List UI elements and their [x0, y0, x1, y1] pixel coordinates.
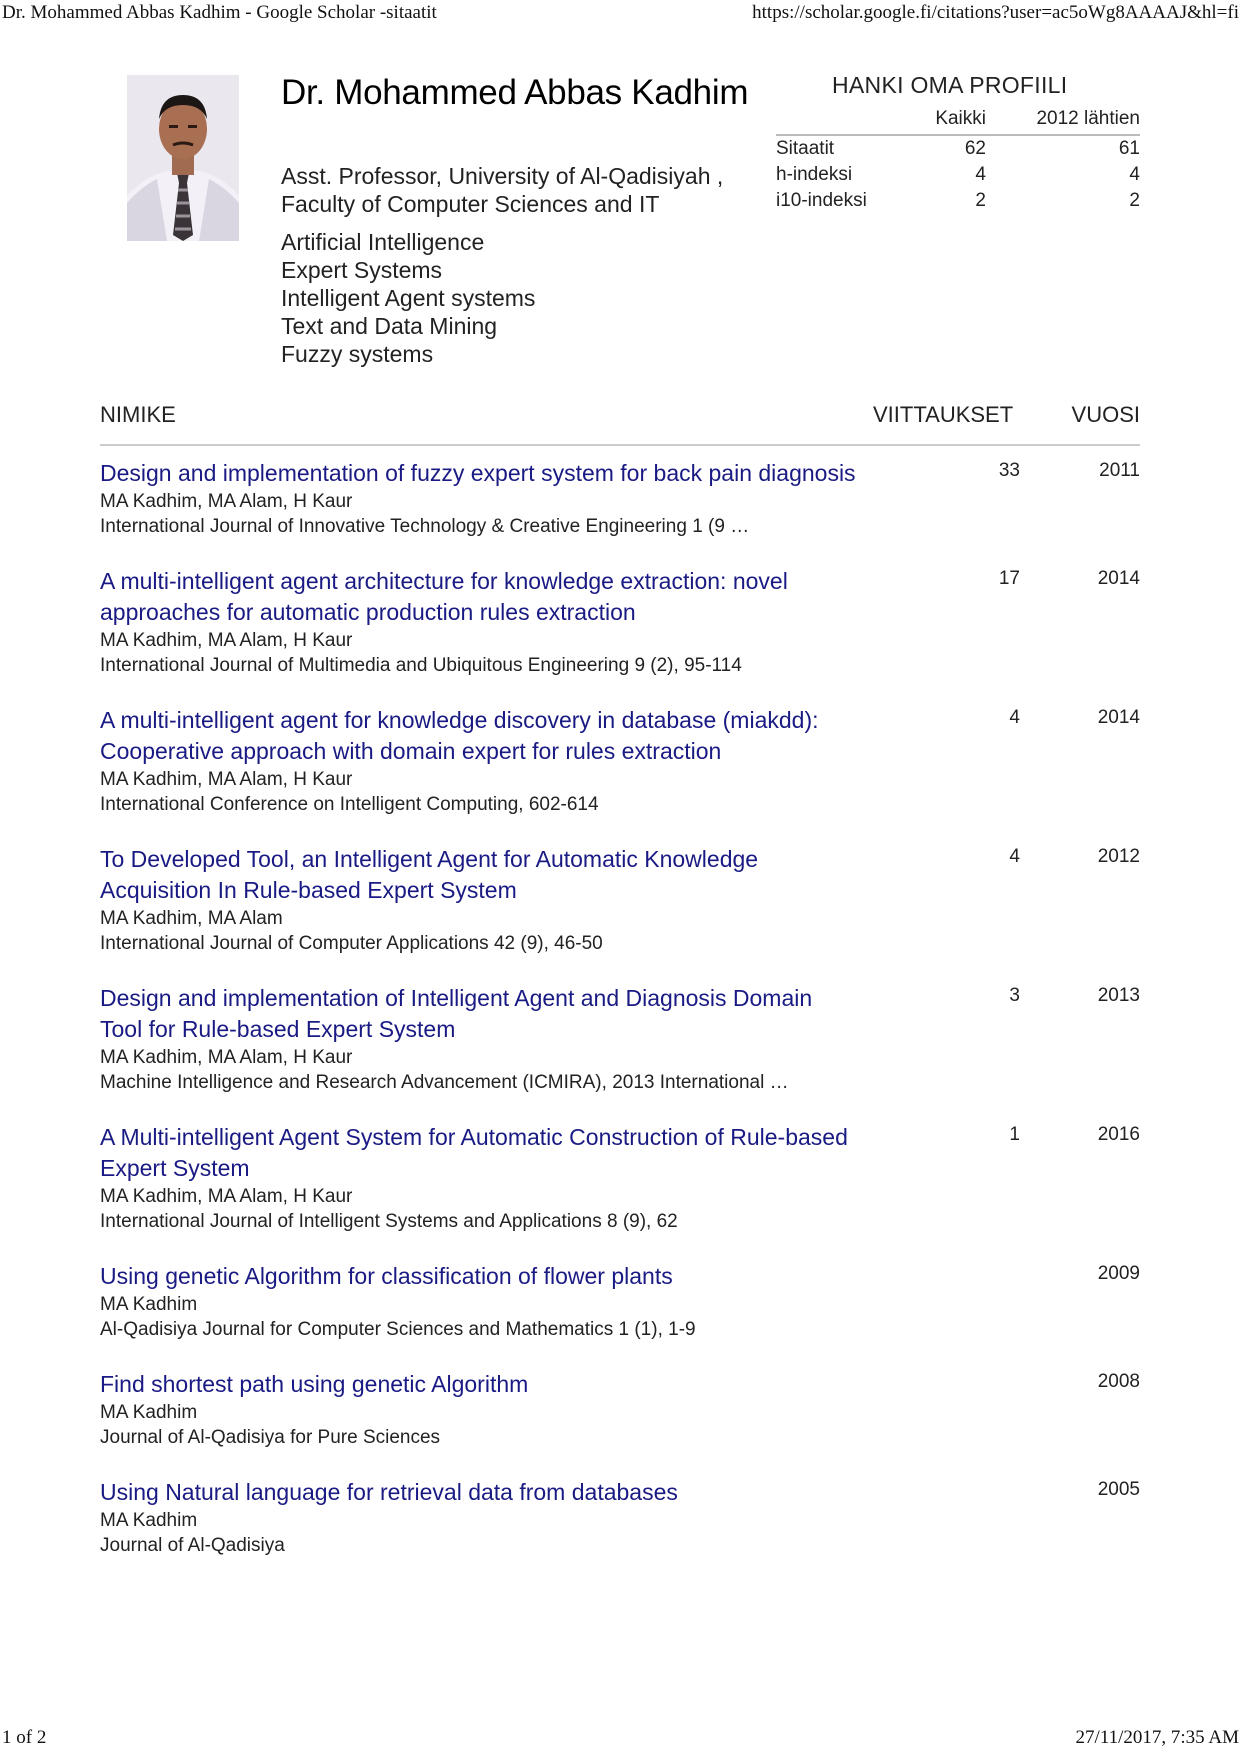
publication-authors: MA Kadhim, MA Alam, H Kaur: [100, 491, 353, 512]
citation-metrics-table: [776, 104, 1140, 214]
publication-title-link[interactable]: Using Natural language for retrieval data from databases: [100, 1479, 678, 1505]
profile-affiliation: Asst. Professor, University of Al-Qadisiyah , Faculty of Computer Sciences and IT: [281, 163, 724, 217]
publication-title-link[interactable]: To Developed Tool, an Intelligent Agent for Automatic Knowledge Acquisition In Rule-based Expert System: [100, 846, 759, 903]
publication-row: [100, 1369, 1140, 1450]
get-own-profile-button[interactable]: HANKI OMA PROFIILI: [832, 72, 1068, 98]
publication-venue: Journal of Al-Qadisiya for Pure Sciences: [100, 1427, 441, 1448]
interest-link[interactable]: Expert Systems: [281, 257, 443, 283]
interest-link[interactable]: Text and Data Mining: [281, 313, 498, 339]
publication-title-link[interactable]: Design and implementation of fuzzy expert system for back pain diagnosis: [100, 460, 856, 486]
publication-row: [100, 1261, 1140, 1342]
publication-row: [100, 1122, 1140, 1234]
publication-row: [100, 458, 1140, 539]
publication-title-link[interactable]: Using genetic Algorithm for classification of flower plants: [100, 1263, 673, 1289]
print-page-count: 1 of 2: [2, 1727, 47, 1748]
publication-venue: International Journal of Computer Applications 42 (9), 46-50: [100, 933, 603, 954]
metrics-label: Sitaatit: [776, 138, 835, 159]
interest-link[interactable]: Artificial Intelligence: [281, 229, 485, 255]
publication-venue: International Conference on Intelligent Computing, 602-614: [100, 794, 599, 815]
publication-title-link[interactable]: Find shortest path using genetic Algorithm: [100, 1371, 529, 1397]
publication-title-link[interactable]: A Multi-intelligent Agent System for Automatic Construction of Rule-based Expert System: [100, 1124, 848, 1181]
publication-row: [100, 566, 1140, 678]
metrics-row-i10-index: [776, 188, 1140, 214]
publication-row: [100, 705, 1140, 817]
publication-row: [100, 1477, 1140, 1558]
metrics-header: [776, 104, 1140, 136]
publication-venue: Al-Qadisiya Journal for Computer Sciences and Mathematics 1 (1), 1-9: [100, 1319, 696, 1340]
publication-year: 2013: [1097, 985, 1140, 1006]
metrics-value-all: 2: [975, 190, 986, 211]
publications-list: [100, 458, 1140, 1585]
publication-title-link[interactable]: A multi-intelligent agent architecture for knowledge extraction: novel approaches for automatic production rules extraction: [100, 568, 788, 625]
publication-title-link[interactable]: Design and implementation of Intelligent Agent and Diagnosis Domain Tool for Rule-based Expert System: [100, 985, 813, 1042]
metrics-value-since: 61: [1118, 138, 1140, 159]
publication-venue: Machine Intelligence and Research Advancement (ICMIRA), 2013 International …: [100, 1072, 789, 1093]
publication-year: 2012: [1097, 846, 1140, 867]
publication-authors: MA Kadhim, MA Alam: [100, 908, 283, 929]
profile-name: Dr. Mohammed Abbas Kadhim: [281, 73, 749, 112]
metrics-value-all: 4: [975, 164, 986, 185]
publication-authors: MA Kadhim, MA Alam, H Kaur: [100, 1047, 353, 1068]
publication-venue: International Journal of Intelligent Systems and Applications 8 (9), 62: [100, 1211, 678, 1232]
metrics-label: h-indeksi: [776, 164, 853, 185]
publication-year: 2005: [1097, 1479, 1140, 1500]
research-interests: [281, 228, 535, 368]
metrics-label: i10-indeksi: [776, 190, 867, 211]
publication-authors: MA Kadhim, MA Alam, H Kaur: [100, 1186, 353, 1207]
publication-authors: MA Kadhim: [100, 1294, 198, 1315]
metrics-row-h-index: [776, 162, 1140, 188]
print-page-title: Dr. Mohammed Abbas Kadhim - Google Scholar -sitaatit: [2, 2, 437, 23]
publication-authors: MA Kadhim, MA Alam, H Kaur: [100, 769, 353, 790]
sort-by-title[interactable]: NIMIKE: [100, 402, 176, 427]
publication-authors: MA Kadhim, MA Alam, H Kaur: [100, 630, 353, 651]
publication-year: 2008: [1097, 1371, 1140, 1392]
publication-venue: Journal of Al-Qadisiya: [100, 1535, 285, 1556]
metrics-value-all: 62: [964, 138, 986, 159]
publication-citation-count[interactable]: 4: [1009, 846, 1020, 867]
publication-citation-count[interactable]: 1: [1009, 1124, 1020, 1145]
publication-row: [100, 844, 1140, 956]
sort-by-year[interactable]: VUOSI: [1071, 402, 1140, 427]
metrics-col-all: Kaikki: [935, 108, 986, 129]
profile-photo: [127, 75, 239, 241]
publication-year: 2011: [1099, 460, 1140, 481]
publication-authors: MA Kadhim: [100, 1510, 198, 1531]
publication-citation-count[interactable]: 3: [1009, 985, 1020, 1006]
metrics-value-since: 2: [1129, 190, 1140, 211]
publication-authors: MA Kadhim: [100, 1402, 198, 1423]
metrics-col-since: 2012 lähtien: [1036, 108, 1140, 129]
publication-year: 2009: [1097, 1263, 1140, 1284]
publication-venue: International Journal of Innovative Technology & Creative Engineering 1 (9 …: [100, 516, 750, 537]
publication-citation-count[interactable]: 33: [998, 460, 1020, 481]
sort-by-citations[interactable]: VIITTAUKSET: [873, 402, 1014, 427]
publication-row: [100, 983, 1140, 1095]
publication-year: 2014: [1097, 707, 1140, 728]
metrics-value-since: 4: [1129, 164, 1140, 185]
publication-citation-count[interactable]: 4: [1009, 707, 1020, 728]
publication-citation-count[interactable]: 17: [998, 568, 1020, 589]
metrics-row-citations: [776, 136, 1140, 162]
print-url: https://scholar.google.fi/citations?user=ac5oWg8AAAAJ&hl=fi: [752, 2, 1239, 23]
interest-link[interactable]: Intelligent Agent systems: [281, 285, 536, 311]
publication-year: 2014: [1097, 568, 1140, 589]
publication-title-link[interactable]: A multi-intelligent agent for knowledge discovery in database (miakdd): Cooperative approach with domain expert for rules extraction: [100, 707, 819, 764]
publications-table-header: [100, 398, 1140, 446]
publication-year: 2016: [1097, 1124, 1140, 1145]
profile-photo-image: [127, 75, 239, 241]
print-datetime: 27/11/2017, 7:35 AM: [1075, 1727, 1239, 1748]
interest-link[interactable]: Fuzzy systems: [281, 341, 434, 367]
publication-venue: International Journal of Multimedia and Ubiquitous Engineering 9 (2), 95-114: [100, 655, 742, 676]
